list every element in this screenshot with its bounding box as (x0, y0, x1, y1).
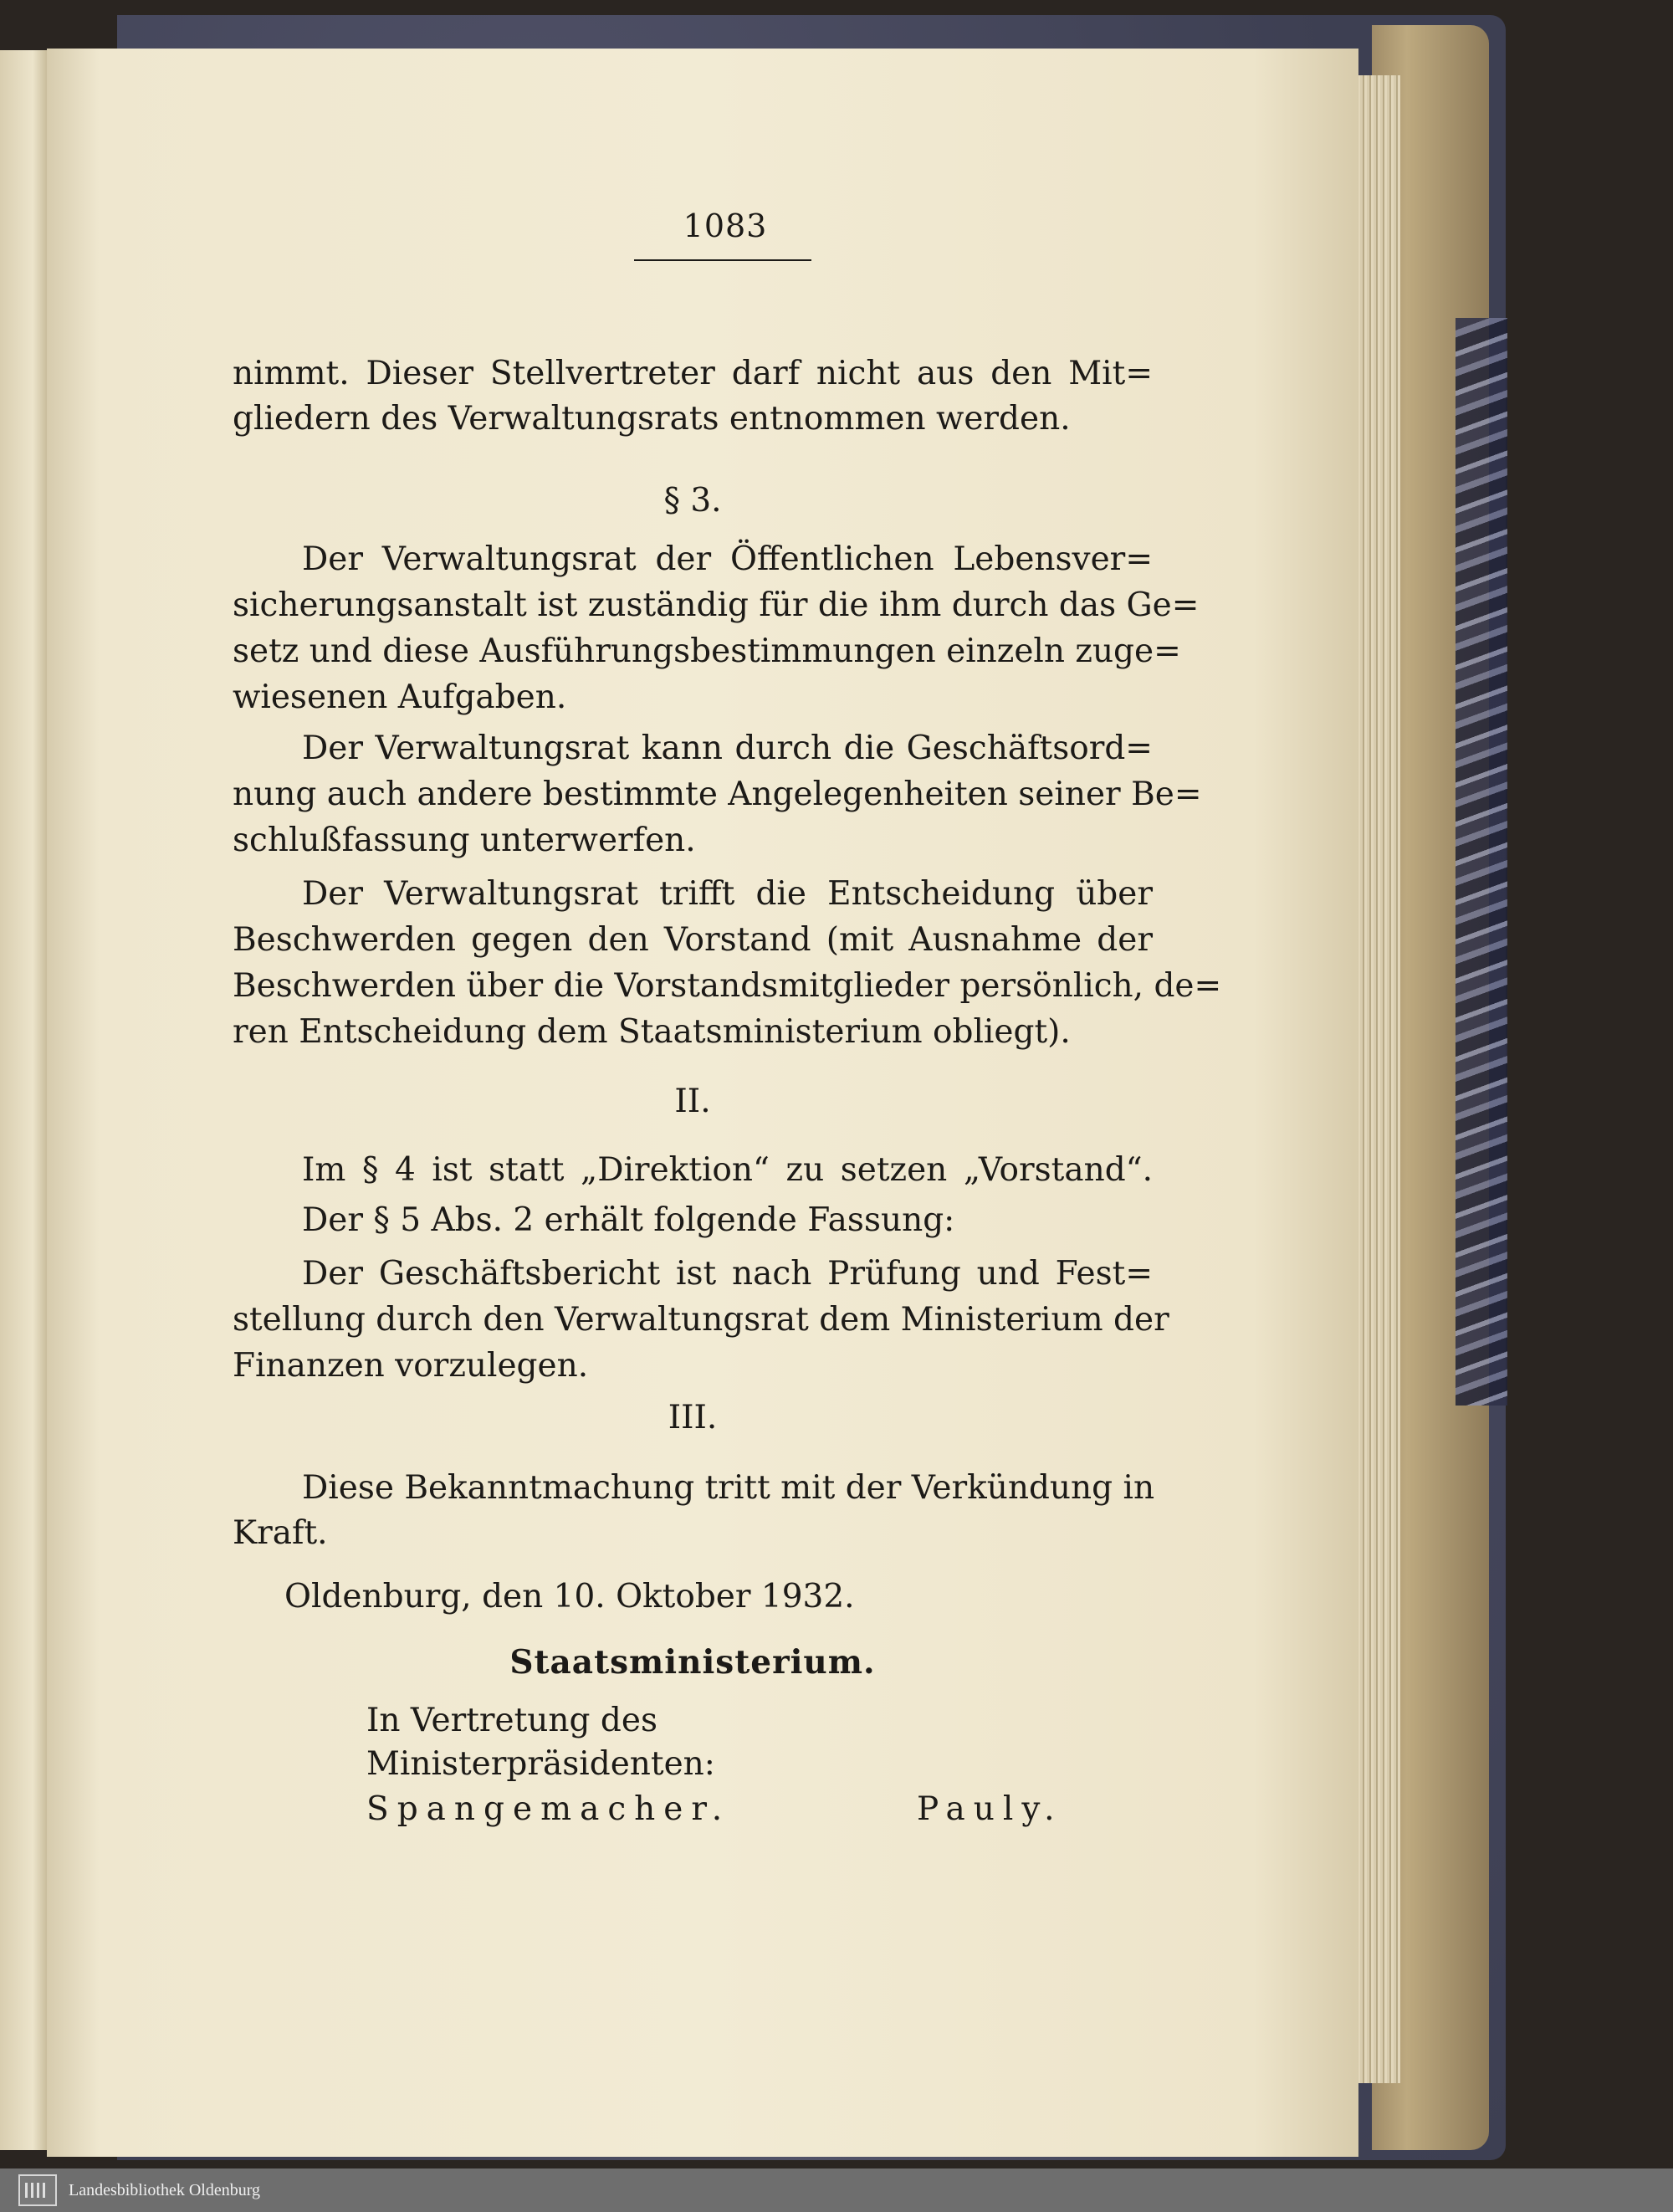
page-number: 1083 (683, 207, 768, 244)
marbled-cover-strip (1456, 318, 1507, 1406)
page-number-rule (634, 259, 811, 261)
library-name: Landesbibliothek Oldenburg (69, 2180, 261, 2199)
text-line-6: wiesenen Aufgaben. (233, 678, 567, 716)
text-line-19: Diese Bekanntmachung tritt mit der Verkündung in (302, 1469, 1155, 1507)
text-line-13: ren Entscheidung dem Staatsministerium obliegt). (233, 1013, 1071, 1051)
text-line-14: Im § 4 ist statt „Direktion“ zu setzen „Vorstand“. (302, 1151, 1153, 1189)
signer-left: Spangemacher. (366, 1790, 731, 1828)
text-line-3: Der Verwaltungsrat der Öffentlichen Lebensver= (302, 540, 1153, 578)
text-line-20: Kraft. (233, 1514, 328, 1552)
text-line-15: Der § 5 Abs. 2 erhält folgende Fassung: (302, 1201, 955, 1239)
representation-line-2: Ministerpräsidenten: (366, 1745, 715, 1783)
date-line: Oldenburg, den 10. Oktober 1932. (284, 1578, 855, 1615)
document-page (47, 49, 1358, 2157)
section-heading-3: § 3. (663, 482, 722, 520)
text-line-8: nung auch andere bestimmte Angelegenheiten seiner Be= (233, 776, 1202, 813)
footer-bar (0, 2168, 1673, 2212)
text-line-17: stellung durch den Verwaltungsrat dem Ministerium der (233, 1301, 1169, 1339)
representation-line-1: In Vertretung des (366, 1702, 657, 1739)
part-heading-2: II. (674, 1083, 711, 1120)
part-heading-3: III. (668, 1399, 718, 1436)
text-line-4: sicherungsanstalt ist zuständig für die ihm durch das Ge= (233, 586, 1200, 624)
text-line-11: Beschwerden gegen den Vorstand (mit Ausnahme der (233, 921, 1153, 959)
signer-right: Pauly. (917, 1790, 1063, 1828)
text-line-1: nimmt. Dieser Stellvertreter darf nicht aus den Mit= (233, 355, 1153, 392)
text-line-5: setz und diese Ausführungsbestimmungen einzeln zuge= (233, 632, 1181, 670)
facing-page-edge (0, 50, 47, 2150)
text-line-16: Der Geschäftsbericht ist nach Prüfung und Fest= (302, 1255, 1153, 1293)
text-line-2: gliedern des Verwaltungsrats entnommen werden. (233, 400, 1071, 438)
text-line-18: Finanzen vorzulegen. (233, 1347, 589, 1385)
authority-line: Staatsministerium. (509, 1643, 876, 1682)
page-content (47, 49, 1358, 2157)
text-line-7: Der Verwaltungsrat kann durch die Geschäftsord= (302, 730, 1153, 767)
text-line-10: Der Verwaltungsrat trifft die Entscheidung über (302, 875, 1153, 913)
text-line-9: schlußfassung unterwerfen. (233, 822, 696, 859)
library-building-icon (18, 2174, 57, 2206)
text-line-12: Beschwerden über die Vorstandsmitglieder persönlich, de= (233, 967, 1222, 1005)
